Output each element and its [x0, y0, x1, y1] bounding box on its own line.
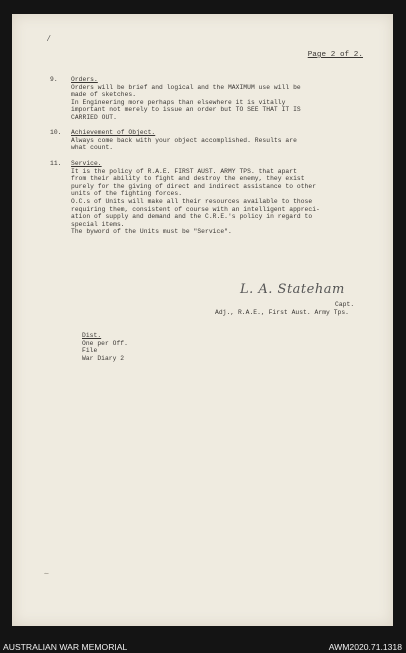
section-line: made of sketches.	[71, 91, 137, 99]
section-line: requiring them, consistent of course with an intelligent appreci-	[71, 205, 320, 213]
distribution-item: War Diary 2	[82, 354, 125, 362]
ink-mark: ∕	[46, 34, 52, 44]
section-line: units of the fighting forces.	[71, 190, 183, 198]
section-line: The byword of the Units must be "Service".	[71, 228, 232, 236]
document-page	[12, 14, 393, 626]
section-heading: Achievement of Object.	[71, 129, 156, 136]
section-line: what count.	[71, 144, 114, 152]
section-line: Orders will be brief and logical and the MAXIMUM use will be	[71, 83, 301, 91]
section-number: 10.	[50, 129, 62, 136]
distribution-item: One per Off.	[82, 339, 128, 347]
section-line: It is the policy of R.A.E. FIRST AUST. ARMY TPS. that apart	[71, 167, 297, 175]
section-line: ation of supply and demand and the C.R.E.'s policy in regard to	[71, 213, 313, 221]
section-line: important not merely to issue an order but TO SEE THAT IT IS	[71, 106, 301, 114]
section-line: special items.	[71, 220, 125, 228]
signature-scrawl: L. A. Stateham	[240, 282, 345, 297]
section-line: O.C.s of Units will make all their resources available to those	[71, 197, 313, 205]
section-heading: Orders.	[71, 76, 98, 83]
handwritten-signature	[240, 280, 345, 298]
section-line: purely for the giving of direct and indirect assistance to other	[71, 182, 317, 190]
section-line: CARRIED OUT.	[71, 113, 117, 121]
signature-rank: Capt.	[335, 301, 355, 308]
section-line: Always come back with your object accomplished. Results are	[71, 136, 297, 144]
paper-blemish: ∼	[44, 570, 49, 579]
footer-bar	[0, 638, 406, 653]
distribution-list	[82, 332, 128, 362]
section-heading: Service.	[71, 160, 102, 167]
distribution-item: File	[82, 347, 98, 355]
section-number: 9.	[50, 76, 58, 83]
section-line: from their ability to fight and destroy the enemy, they exist	[71, 175, 305, 183]
footer-accession-number: AWM2020.71.1318	[328, 642, 402, 652]
section-line: In Engineering more perhaps than elsewhere it is vitally	[71, 98, 286, 106]
section-number: 11.	[50, 160, 62, 167]
page-number: Page 2 of 2.	[307, 51, 363, 59]
distribution-heading: Dist.	[82, 332, 102, 339]
signature-block	[215, 301, 385, 316]
footer-institution: AUSTRALIAN WAR MEMORIAL	[3, 642, 128, 652]
signature-appointment: Adj., R.A.E., First Aust. Army Tps.	[215, 308, 350, 316]
